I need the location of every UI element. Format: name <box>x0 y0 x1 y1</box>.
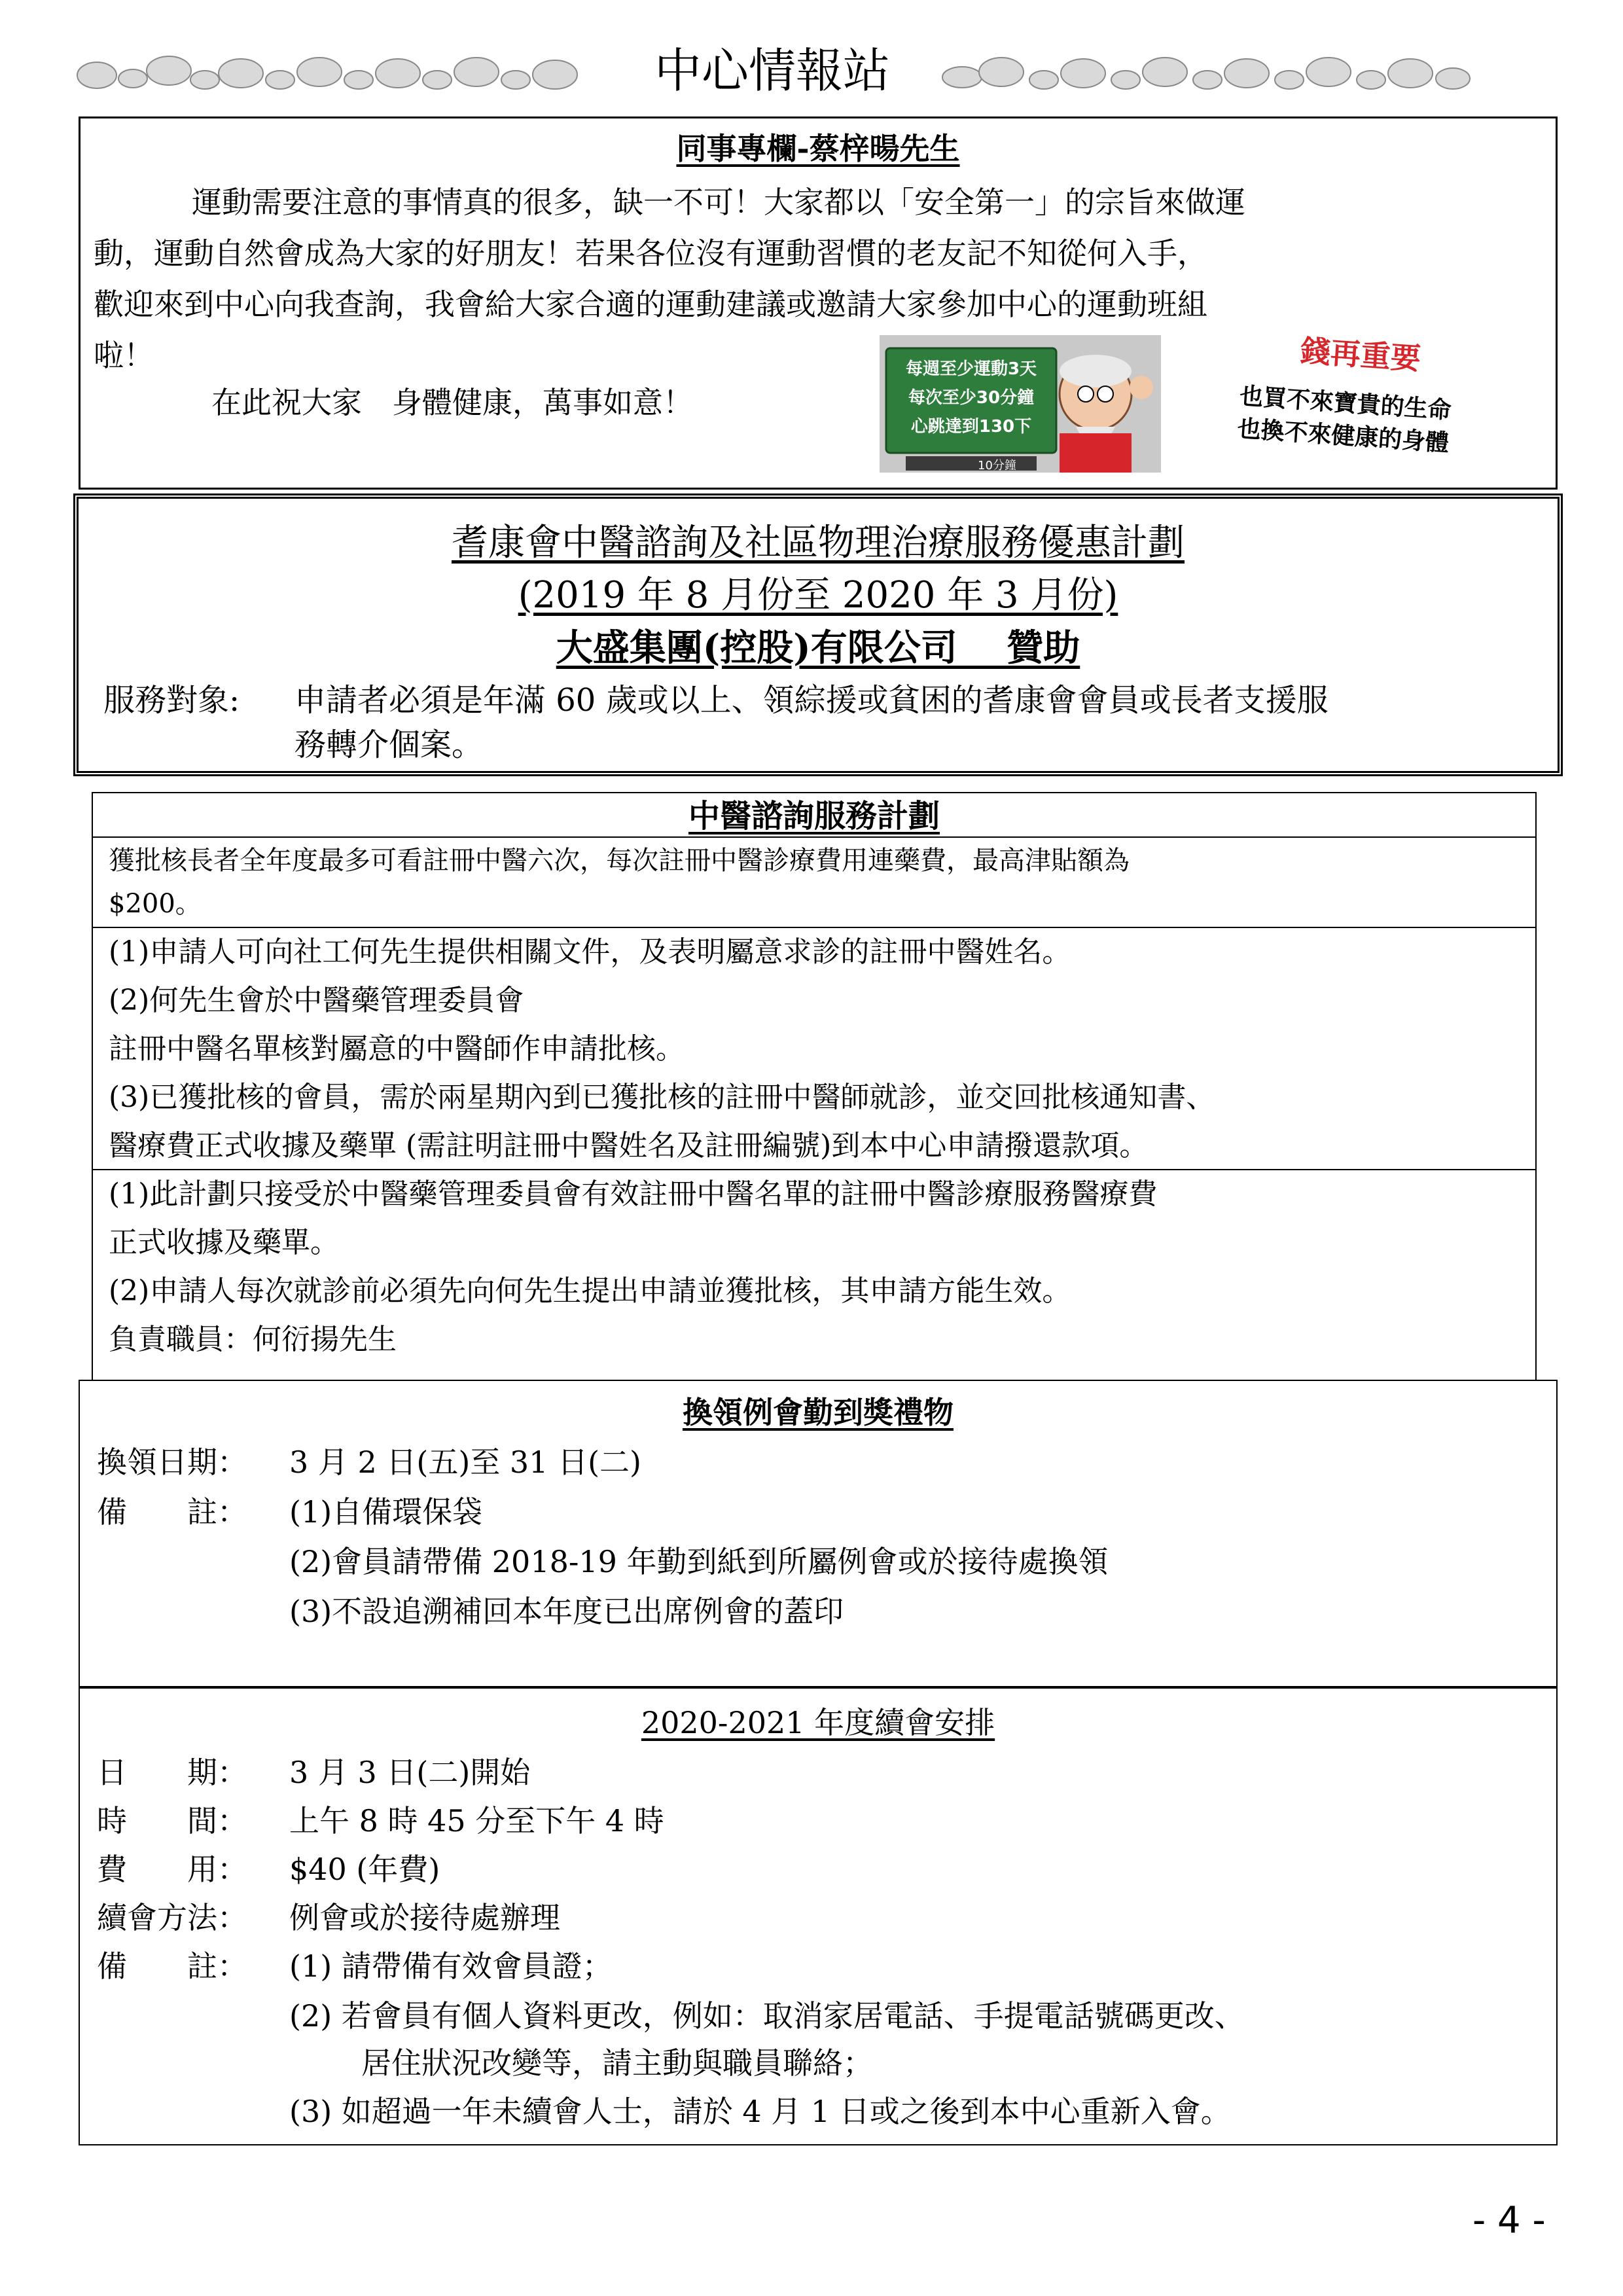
gift-remark-2: (2)會員請帶備 2018-19 年勤到紙到所屬例會或於接待處換領 <box>289 1544 1109 1579</box>
renewal-value-method: 例會或於接待處辦理 <box>289 1900 560 1935</box>
tcm-step-3b: 醫療費正式收據及藥單 (需註明註冊中醫姓名及註冊編號)到本中心申請撥還款項。 <box>109 1129 1149 1162</box>
renewal-value-time: 上午 8 時 45 分至下午 4 時 <box>289 1803 664 1839</box>
renewal-label-time: 時 間： <box>97 1803 247 1839</box>
gift-heading: 換領例會勤到獎禮物 <box>683 1395 954 1430</box>
renewal-section <box>79 1687 1558 2145</box>
renewal-label-method: 續會方法： <box>97 1900 247 1935</box>
tcm-step-3: (3)已獲批核的會員，需於兩星期內到已獲批核的註冊中醫師就診，並交回批核通知書、 <box>109 1081 1215 1114</box>
paragraph-line-4: 啦！ <box>94 338 154 373</box>
slogan-line-2: 也換不來健康的身體 <box>1236 415 1450 457</box>
colleague-column-heading: 同事專欄-蔡梓暘先生 <box>676 131 960 166</box>
tcm-intro-line-2: $200。 <box>109 889 202 919</box>
divider <box>93 1169 1535 1170</box>
renewal-heading: 2020-2021 年度續會安排 <box>641 1705 995 1740</box>
gift-remarks-label: 備 註： <box>97 1494 247 1530</box>
plan-period: (2019 年 8 月份至 2020 年 3 月份) <box>518 574 1118 617</box>
exercise-promo-image <box>880 332 1482 479</box>
slogan-title: 錢再重要 <box>1299 332 1422 377</box>
divider <box>93 836 1535 838</box>
tcm-staff: 負責職員：何衍揚先生 <box>109 1323 397 1356</box>
tcm-note-1b: 正式收據及藥單。 <box>109 1226 339 1259</box>
tcm-step-2: (2)何先生會於中醫藥管理委員會 <box>109 984 524 1017</box>
tcm-note-1: (1)此計劃只接受於中醫藥管理委員會有效註冊中醫名單的註冊中醫診療服務醫療費 <box>109 1177 1158 1211</box>
divider <box>93 927 1535 928</box>
page-number: - 4 - <box>1472 2199 1546 2242</box>
tcm-heading: 中醫諮詢服務計劃 <box>688 798 940 834</box>
sign-line-3: 心跳達到130下 <box>910 417 1032 437</box>
renewal-remarks-label: 備 註： <box>97 1948 247 1984</box>
gift-date-label: 換領日期： <box>97 1444 247 1480</box>
sign-line-2: 每次至少30分鐘 <box>908 388 1035 408</box>
plan-section <box>73 493 1563 776</box>
renewal-value-fee: $40 (年費) <box>289 1852 440 1887</box>
renewal-label-fee: 費 用： <box>97 1852 247 1887</box>
tcm-note-2: (2)申請人每次就診前必須先向何先生提出申請並獲批核，其申請方能生效。 <box>109 1274 1071 1308</box>
tcm-step-1: (1)申請人可向社工何先生提供相關文件，及表明屬意求診的註冊中醫姓名。 <box>109 935 1071 969</box>
gift-date-value: 3 月 2 日(五)至 31 日(二) <box>289 1444 641 1480</box>
tcm-service-section <box>92 792 1537 1381</box>
gift-remark-1: (1)自備環保袋 <box>289 1494 483 1530</box>
header-ornament-left <box>71 46 594 98</box>
sign-footer: 10分鐘 <box>978 459 1016 473</box>
wish-line: 在此祝大家 身體健康，萬事如意！ <box>211 385 693 420</box>
sign-line-1: 每週至少運動3天 <box>905 359 1037 379</box>
renewal-remark-2: (2) 若會員有個人資料更改，例如：取消家居電話、手提電話號碼更改、 <box>289 1998 1245 2034</box>
page-title: 中心情報站 <box>654 43 890 98</box>
plan-sponsor: 大盛集團(控股)有限公司 贊助 <box>556 626 1080 670</box>
gift-redemption-section <box>79 1380 1558 1687</box>
renewal-value-date: 3 月 3 日(二)開始 <box>289 1755 531 1790</box>
renewal-remark-2b: 居住狀況改變等，請主動與職員聯絡； <box>361 2045 873 2081</box>
target-label: 服務對象: <box>103 682 240 719</box>
renewal-label-date: 日 期： <box>97 1755 247 1790</box>
gift-remark-3: (3)不設追溯補回本年度已出席例會的蓋印 <box>289 1594 844 1629</box>
paragraph-line-1: 運動需要注意的事情真的很多，缺一不可！大家都以「安全第一」的宗旨來做運 <box>192 185 1245 220</box>
header-ornament-right <box>936 46 1492 98</box>
paragraph-line-2: 動，運動自然會成為大家的好朋友！若果各位沒有運動習慣的老友記不知從何入手， <box>94 236 1207 271</box>
slogan-line-1: 也買不來寶貴的生命 <box>1238 382 1452 425</box>
paragraph-line-3: 歡迎來到中心向我查詢，我會給大家合適的運動建議或邀請大家參加中心的運動班組 <box>94 287 1207 322</box>
renewal-remark-3: (3) 如超過一年未續會人士，請於 4 月 1 日或之後到本中心重新入會。 <box>289 2094 1231 2129</box>
plan-title: 耆康會中醫諮詢及社區物理治療服務優惠計劃 <box>452 522 1185 564</box>
tcm-intro-line-1: 獲批核長者全年度最多可看註冊中醫六次，每次註冊中醫診療費用連藥費，最高津貼額為 <box>109 846 1130 876</box>
renewal-remark-1: (1) 請帶備有效會員證； <box>289 1948 613 1984</box>
target-line-2: 務轉介個案。 <box>294 726 484 763</box>
tcm-step-2b: 註冊中醫名單核對屬意的中醫師作申請批核。 <box>109 1032 685 1066</box>
target-line-1: 申請者必須是年滿 60 歲或以上、領綜援或貧困的耆康會會員或長者支援服 <box>294 682 1329 719</box>
